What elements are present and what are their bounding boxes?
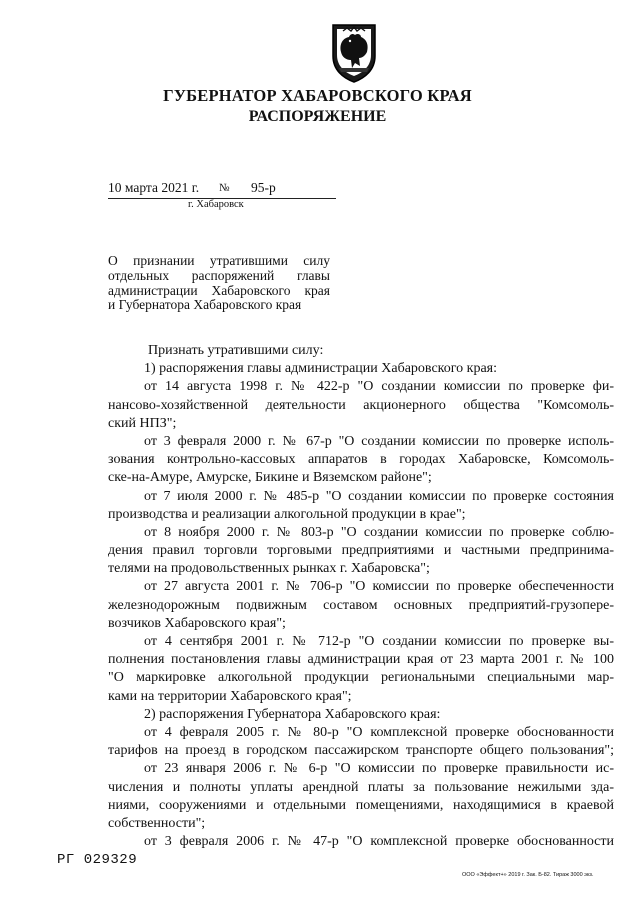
body-line: от 23 января 2006 г. № 6-р "О комиссии по проверке правильности ис- <box>144 761 614 777</box>
body-line: от 8 ноября 2000 г. № 803-р "О создании комиссии по проверке соблю- <box>144 524 614 540</box>
date-number-line <box>108 180 336 199</box>
form-serial-number: РГ 029329 <box>57 852 138 868</box>
body-line: телями на продовольственных рынках г. Хабаровска"; <box>108 561 430 577</box>
body-line: от 4 сентября 2001 г. № 712-р "О создании комиссии по проверке вы- <box>144 634 614 649</box>
number-sign: № <box>219 182 230 194</box>
body-line: от 14 августа 1998 г. № 422-р "О создании комиссии по проверке фи- <box>144 379 614 395</box>
body-line: тарифов на проезд в городском пассажирском транспорте общего пользования"; <box>108 743 614 759</box>
subject-line: отдельных распоряжений главы <box>108 267 330 283</box>
document-body <box>108 342 614 851</box>
document-number: 95-р <box>251 180 276 195</box>
body-line: производства и реализации алкогольной продукции в крае"; <box>108 506 466 522</box>
body-line: от 3 февраля 2006 г. № 47-р "О комплексной проверке обоснованности <box>144 834 614 850</box>
body-line: "О маркировке алкогольной продукции региональными специальными мар- <box>108 670 614 686</box>
body-line: от 3 февраля 2000 г. № 67-р "О создании комиссии по проверке исполь- <box>144 433 614 449</box>
subject-line: О признании утратившими силу <box>108 253 330 268</box>
body-line: собственности"; <box>108 815 206 831</box>
body-line: от 7 июля 2000 г. № 485-р "О создании комиссии по проверке состояния <box>144 488 614 504</box>
subject-line: администрации Хабаровского края <box>108 282 330 298</box>
body-line: полнения постановления главы администрации края от 23 марта 2001 г. № 100 <box>108 652 614 668</box>
printer-imprint: ООО «Эффект+» 2019 г. Зак. Б-82. Тираж 3000 экз. <box>462 872 594 878</box>
document-type: РАСПОРЯЖЕНИЕ <box>248 108 387 125</box>
subject-line: и Губернатора Хабаровского края <box>108 297 302 313</box>
body-line: ниями, сооружениями и отдельными помещениями, находящимися в краевой <box>108 797 614 813</box>
body-line: 1) распоряжения главы администрации Хабаровского края: <box>144 361 497 377</box>
body-line: от 4 февраля 2005 г. № 80-р "О комплексной проверке обоснованности <box>144 724 614 740</box>
document-subject <box>108 254 330 313</box>
coat-of-arms-icon <box>329 22 379 84</box>
body-line: возчиков Хабаровского края"; <box>108 615 286 631</box>
issuing-authority: ГУБЕРНАТОР ХАБАРОВСКОГО КРАЯ <box>163 86 472 105</box>
body-line: ске-на-Амуре, Амурске, Бикине и Вяземском районе"; <box>108 470 432 486</box>
issue-city: г. Хабаровск <box>188 199 244 210</box>
body-line: Признать утратившими силу: <box>148 343 324 358</box>
body-line: числения и полноты уплаты арендной платы за пользование нежилыми зда- <box>108 779 614 795</box>
document-date: 10 марта 2021 г. <box>108 180 200 195</box>
body-line: 2) распоряжения Губернатора Хабаровского края: <box>144 706 441 722</box>
body-line: нансово-хозяйственной деятельности акционерного общества "Комсомоль- <box>108 397 614 413</box>
body-line: зования контрольно-кассовых аппаратов в городах Хабаровске, Комсомоль- <box>108 452 614 468</box>
body-line: железнодорожным подвижным составом основных предприятий-грузопере- <box>108 597 614 613</box>
body-line: дения правил торговли торговыми предприятиями и частными предпринима- <box>108 543 614 559</box>
body-line: от 27 августа 2001 г. № 706-р "О комиссии по проверке обеспеченности <box>144 579 614 595</box>
body-line: ский НПЗ"; <box>108 415 177 431</box>
body-line: ками на территории Хабаровского края"; <box>108 688 352 704</box>
